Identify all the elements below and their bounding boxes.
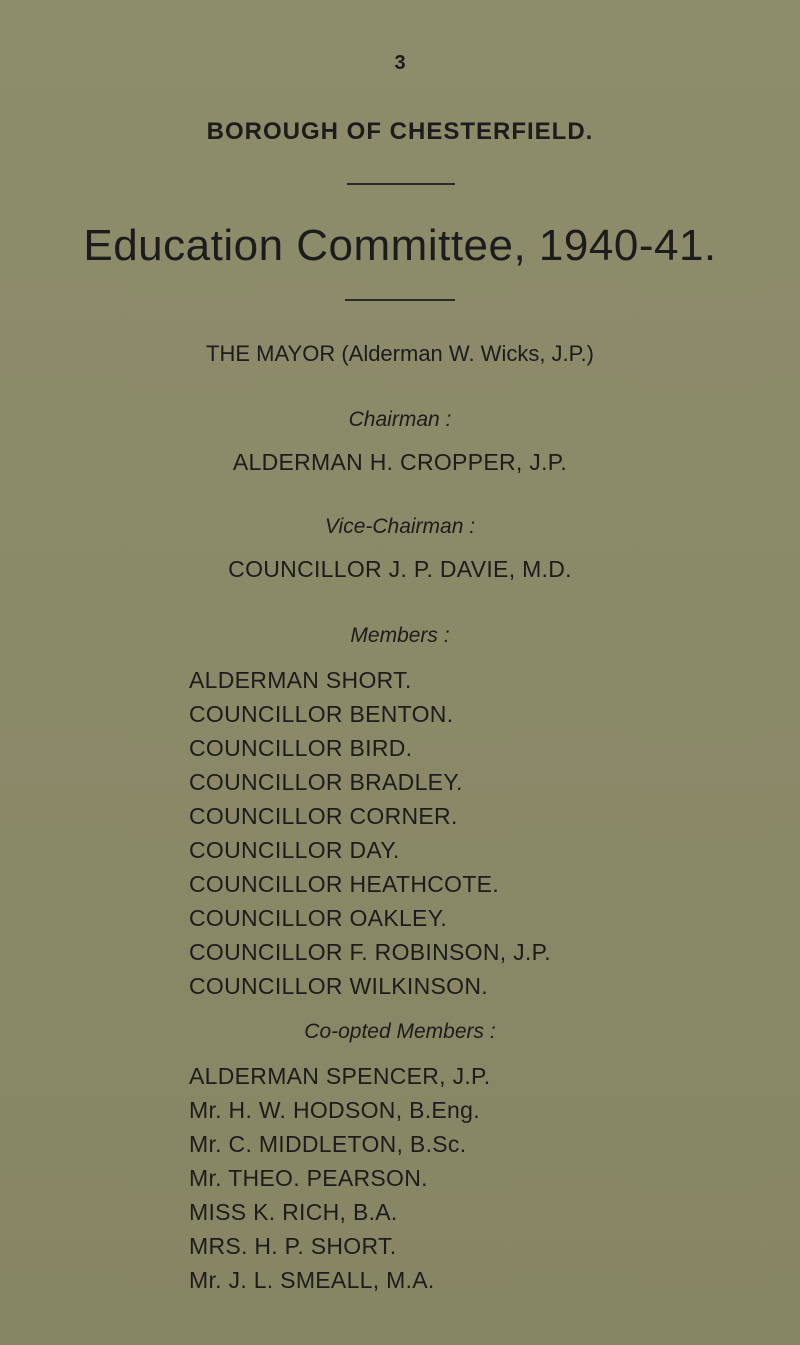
list-item: Mr. J. L. SMEALL, M.A. — [189, 1267, 435, 1293]
list-item: ALDERMAN SHORT. — [189, 667, 412, 693]
list-item: COUNCILLOR F. ROBINSON, J.P. — [189, 939, 551, 965]
chairman-heading: Chairman : — [348, 408, 452, 431]
divider-bottom — [345, 299, 455, 301]
vice-chairman-heading: Vice-Chairman : — [324, 515, 476, 538]
list-item: COUNCILLOR BENTON. — [189, 701, 454, 727]
list-item: COUNCILLOR DAY. — [189, 837, 400, 863]
coopted-list — [189, 1059, 490, 1297]
members-list — [189, 663, 551, 1003]
list-item: MISS K. RICH, B.A. — [189, 1199, 398, 1225]
page-number: 3 — [394, 52, 406, 74]
list-item: COUNCILLOR CORNER. — [189, 803, 458, 829]
document-title: Education Committee, 1940-41. — [83, 221, 717, 270]
list-item: COUNCILLOR WILKINSON. — [189, 973, 488, 999]
list-item: COUNCILLOR BIRD. — [189, 735, 413, 761]
list-item: COUNCILLOR OAKLEY. — [189, 905, 448, 931]
mayor-line: THE MAYOR (Alderman W. Wicks, J.P.) — [206, 341, 594, 366]
chairman-name: ALDERMAN H. CROPPER, J.P. — [232, 449, 568, 475]
list-item: COUNCILLOR BRADLEY. — [189, 769, 463, 795]
borough-heading: BOROUGH OF CHESTERFIELD. — [206, 118, 594, 145]
vice-chairman-name: COUNCILLOR J. P. DAVIE, M.D. — [228, 556, 572, 582]
list-item: ALDERMAN SPENCER, J.P. — [189, 1063, 491, 1089]
coopted-heading: Co-opted Members : — [304, 1020, 496, 1043]
list-item: Mr. H. W. HODSON, B.Eng. — [189, 1097, 480, 1123]
list-item: Mr. C. MIDDLETON, B.Sc. — [189, 1131, 467, 1157]
list-item: COUNCILLOR HEATHCOTE. — [189, 871, 500, 897]
list-item: MRS. H. P. SHORT. — [189, 1233, 397, 1259]
list-item: Mr. THEO. PEARSON. — [189, 1165, 428, 1191]
members-heading: Members : — [350, 624, 450, 647]
divider-top — [347, 183, 455, 185]
